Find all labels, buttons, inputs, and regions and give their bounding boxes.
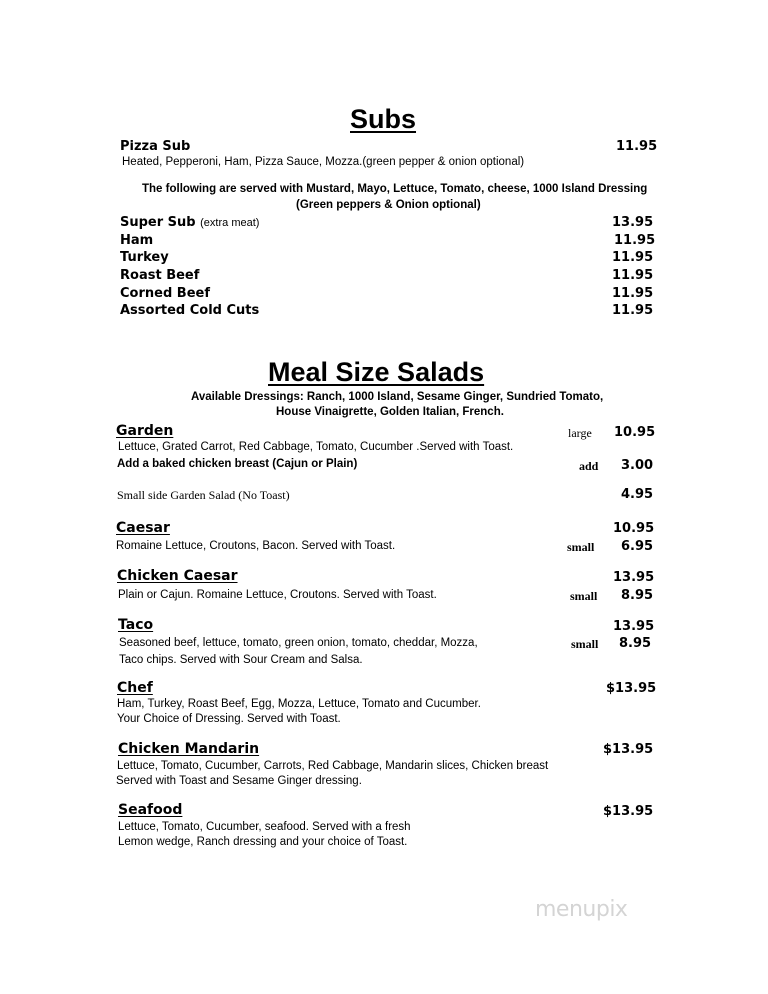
subs-note-line2: (Green peppers & Onion optional): [296, 199, 481, 211]
seafood-name: Seafood: [118, 802, 183, 818]
sub-item-ham: Ham: [120, 233, 154, 248]
pizza-sub-price: 11.95: [616, 139, 658, 154]
caesar-price: 10.95: [613, 521, 655, 536]
garden-addon: Add a baked chicken breast (Cajun or Plain): [117, 458, 358, 470]
garden-size: large: [568, 426, 592, 440]
caesar-small-price: 6.95: [621, 539, 654, 554]
garden-price: 10.95: [614, 425, 656, 440]
taco-name: Taco: [118, 617, 154, 633]
garden-desc: Lettuce, Grated Carrot, Red Cabbage, Tomato, Cucumber .Served with Toast.: [118, 441, 514, 453]
caesar-name: Caesar: [116, 520, 170, 536]
taco-desc-1: Seasoned beef, lettuce, tomato, green onion, tomato, cheddar, Mozza,: [119, 637, 478, 649]
sub-item-price: 11.95: [612, 250, 654, 265]
garden-addon-price: 3.00: [621, 458, 654, 473]
pizza-sub-name: Pizza Sub: [120, 139, 191, 154]
garden-addon-label: add: [579, 459, 599, 473]
chicken-caesar-price: 13.95: [613, 570, 655, 585]
sub-item-price: 11.95: [612, 303, 654, 318]
sub-item-price: 11.95: [612, 268, 654, 283]
taco-price: 13.95: [613, 619, 655, 634]
chef-name: Chef: [117, 680, 153, 696]
seafood-desc-2: Lemon wedge, Ranch dressing and your choice of Toast.: [118, 836, 408, 848]
seafood-desc-1: Lettuce, Tomato, Cucumber, seafood. Served with a fresh: [118, 821, 411, 833]
seafood-price: $13.95: [603, 804, 654, 819]
sub-item-price: 11.95: [614, 233, 656, 248]
garden-side: Small side Garden Salad (No Toast): [117, 488, 290, 502]
chicken-caesar-desc: Plain or Cajun. Romaine Lettuce, Croutons. Served with Toast.: [118, 589, 437, 601]
salads-title: Meal Size Salads: [268, 357, 485, 387]
sub-item-corned-beef: Corned Beef: [120, 286, 210, 301]
sub-item-super-sub: [120, 215, 259, 230]
subs-note-line1: The following are served with Mustard, Mayo, Lettuce, Tomato, cheese, 1000 Island Dressing: [142, 183, 648, 195]
sub-item-name: Super Sub: [120, 215, 196, 230]
garden-name: Garden: [116, 423, 174, 439]
chicken-caesar-name: Chicken Caesar: [117, 568, 238, 584]
sub-item-roast-beef: Roast Beef: [120, 268, 200, 283]
taco-small-price: 8.95: [619, 636, 652, 651]
sub-item-price: 11.95: [612, 286, 654, 301]
chicken-caesar-small-price: 8.95: [621, 588, 654, 603]
chef-desc-2: Your Choice of Dressing. Served with Toast.: [117, 713, 341, 725]
chicken-mandarin-name: Chicken Mandarin: [118, 741, 260, 757]
chef-price: $13.95: [606, 681, 657, 696]
caesar-desc: Romaine Lettuce, Croutons, Bacon. Served with Toast.: [116, 540, 396, 552]
garden-side-price: 4.95: [621, 487, 654, 502]
chicken-mandarin-price: $13.95: [603, 742, 654, 757]
chicken-mandarin-desc-1: Lettuce, Tomato, Cucumber, Carrots, Red Cabbage, Mandarin slices, Chicken breast: [117, 760, 549, 772]
pizza-sub-desc: Heated, Pepperoni, Ham, Pizza Sauce, Mozza.(green pepper & onion optional): [122, 156, 525, 168]
taco-small-label: small: [571, 637, 599, 651]
sub-item-price: 13.95: [612, 215, 654, 230]
dressings-line2: House Vinaigrette, Golden Italian, French.: [276, 406, 504, 418]
taco-desc-2: Taco chips. Served with Sour Cream and Salsa.: [119, 654, 363, 666]
sub-item-assorted-cold-cuts: Assorted Cold Cuts: [120, 303, 260, 318]
chicken-caesar-small-label: small: [570, 589, 598, 603]
menupix-watermark: menupix: [535, 897, 628, 922]
sub-item-note: (extra meat): [200, 217, 260, 229]
chicken-mandarin-desc-2: Served with Toast and Sesame Ginger dressing.: [116, 775, 362, 787]
dressings-line1: Available Dressings: Ranch, 1000 Island, Sesame Ginger, Sundried Tomato,: [191, 391, 604, 403]
sub-item-turkey: Turkey: [120, 250, 169, 265]
caesar-small-label: small: [567, 540, 595, 554]
subs-title: Subs: [350, 104, 417, 134]
chef-desc-1: Ham, Turkey, Roast Beef, Egg, Mozza, Lettuce, Tomato and Cucumber.: [117, 698, 481, 710]
